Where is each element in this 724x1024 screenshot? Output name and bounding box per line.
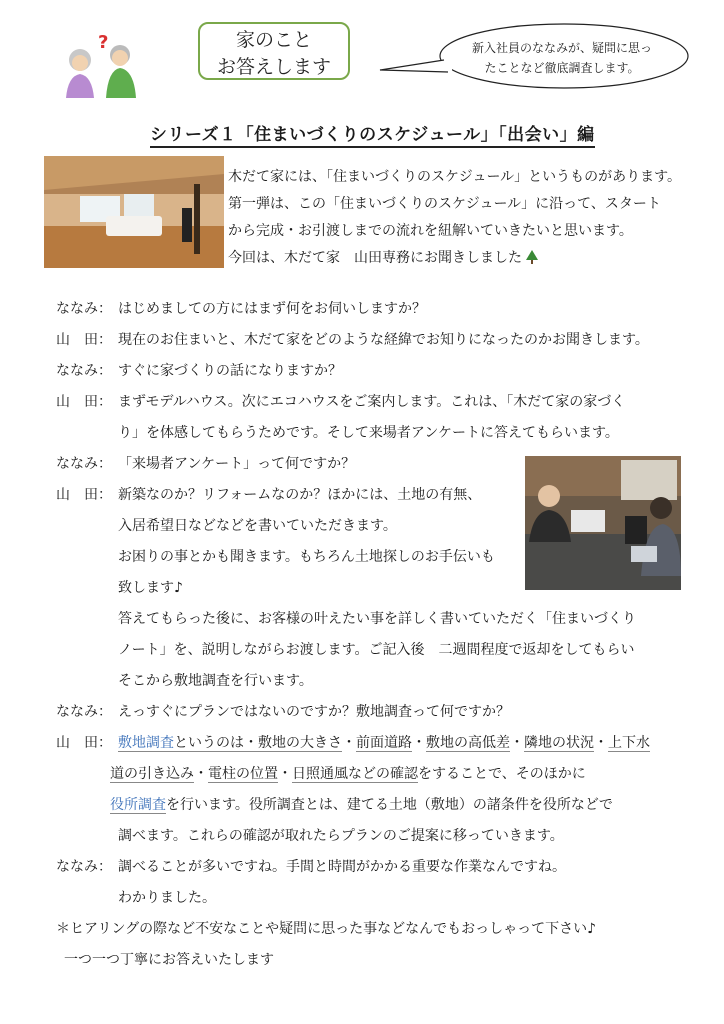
speaker-nanami: ななみ： xyxy=(56,704,112,720)
header-title-line1: 家のこと xyxy=(235,29,312,51)
dialogue-line xyxy=(56,702,510,722)
tree-icon xyxy=(525,250,539,264)
answer-2-line2: り」を体感してもらうためです。そして来場者アンケートに答えてもらいます。 xyxy=(118,425,619,441)
dialogue-line xyxy=(56,299,426,319)
svg-text:?: ? xyxy=(98,32,109,53)
speaker-nanami: ななみ： xyxy=(56,859,112,875)
meeting-photo xyxy=(525,456,681,590)
speech-bubble xyxy=(378,22,690,96)
answer-3-line7: そこから敷地調査を行います。 xyxy=(118,673,313,689)
question-5-line2: わかりました。 xyxy=(118,890,216,906)
keyword-office-survey: 役所調査 xyxy=(110,797,166,813)
keyword-site-survey: 敷地調査 xyxy=(118,735,174,751)
answer-4-line4: 調べます。これらの確認が取れたらプランのご提案に移っていきます。 xyxy=(118,828,564,844)
speaker-yamada: 山 田： xyxy=(56,487,112,503)
answer-3-line4: 致します♪ xyxy=(118,580,183,596)
intro-line3: から完成・お引渡しまでの流れを紐解いていきたいと思います。 xyxy=(228,223,633,239)
answer-1: 現在のお住まいと、木だて家をどのような経緯でお知りになったのかお聞きします。 xyxy=(118,332,649,348)
keyword-sunlight: 日照通風などの確認 xyxy=(292,766,418,782)
intro-line1: 木だて家には、「住まいづくりのスケジュール」というものがあります。 xyxy=(228,169,682,185)
intro-line4: 今回は、木だて家 山田専務にお聞きしました xyxy=(228,250,522,266)
answer-4-sep: ・ xyxy=(278,766,292,782)
speaker-nanami: ななみ： xyxy=(56,301,112,317)
keyword-pole: 電柱の位置 xyxy=(208,766,278,782)
question-2: すぐに家づくりの話になりますか？ xyxy=(118,363,342,379)
speaker-yamada: 山 田： xyxy=(56,735,112,751)
intro-paragraph xyxy=(228,164,708,272)
dialogue-line xyxy=(56,392,625,412)
answer-4-line3 xyxy=(110,795,613,815)
keyword-water-intake: 道の引き込み xyxy=(110,766,194,782)
dialogue-line xyxy=(56,361,342,381)
answer-3-line2: 入居希望日などなどを書いていただきます。 xyxy=(118,518,397,534)
question-3: 「来場者アンケート」って何ですか？ xyxy=(118,456,356,472)
answer-4-sep: ・ xyxy=(342,735,356,751)
speaker-yamada: 山 田： xyxy=(56,332,112,348)
answer-3-line1: 新築なのか？リフォームなのか？ほかには、土地の有無、 xyxy=(118,487,482,503)
answer-4-sep: ・ xyxy=(412,735,426,751)
bubble-line2: たことなど徹底調査します。 xyxy=(484,61,640,75)
couple-question-illustration xyxy=(62,30,148,100)
dialogue-line xyxy=(56,485,481,505)
living-room-photo xyxy=(44,156,224,268)
question-4: えっすぐにプランではないのですか？敷地調査って何ですか？ xyxy=(118,704,510,720)
intro-line2: 第一弾は、この「住まいづくりのスケジュール」に沿って、スタート xyxy=(228,196,661,212)
answer-4-sep: ・ xyxy=(510,735,524,751)
keyword-front-road: 前面道路 xyxy=(356,735,412,751)
dialogue-line xyxy=(56,454,355,474)
header-title-box xyxy=(198,22,350,80)
answer-4-text: を行います。役所調査とは、建てる土地（敷地）の諸条件を役所などで xyxy=(166,797,613,813)
footer-closing: 一つ一つ丁寧にお答えいたします xyxy=(64,952,274,968)
keyword-neighbor: 隣地の状況 xyxy=(524,735,594,751)
answer-3-line6: ノート」を、説明しながらお渡します。ご記入後 二週間程度で返却をしてもらい xyxy=(118,642,635,658)
dialogue-line xyxy=(56,330,649,350)
answer-4-sep: ・ xyxy=(194,766,208,782)
speaker-nanami: ななみ： xyxy=(56,456,112,472)
series-title: シリーズ１「住まいづくりのスケジュール」「出会い」編 xyxy=(150,120,595,148)
answer-3-line5: 答えてもらった後に、お客様の叶えたい事を詳しく書いていただく「住まいづくり xyxy=(118,611,636,627)
dialogue-line xyxy=(56,733,650,753)
question-1: はじめましての方にはまず何をお伺いしますか？ xyxy=(118,301,426,317)
answer-4-line2 xyxy=(110,764,586,784)
speaker-nanami: ななみ： xyxy=(56,363,112,379)
keyword-site-size: 敷地の大きさ xyxy=(258,735,342,751)
bubble-line1: 新入社員のななみが、疑問に思っ xyxy=(471,41,652,55)
answer-4-text: というのは・ xyxy=(174,735,258,751)
footer-note: ＊ヒアリングの際など不安なことや疑問に思った事などなんでもおっしゃって下さい♪ xyxy=(56,921,597,937)
question-5-line1: 調べることが多いですね。手間と時間がかかる重要な作業なんですね。 xyxy=(118,859,566,875)
speech-bubble-text xyxy=(448,38,676,78)
dialogue-line xyxy=(56,857,566,877)
keyword-water: 上下水 xyxy=(608,735,650,751)
header-title-line2: お答えします xyxy=(216,56,331,78)
keyword-elevation: 敷地の高低差 xyxy=(426,735,510,751)
answer-2-line1: まずモデルハウス。次にエコハウスをご案内します。これは、「木だて家の家づく xyxy=(118,394,626,410)
answer-4-text: をすることで、そのほかに xyxy=(418,766,586,782)
speaker-yamada: 山 田： xyxy=(56,394,112,410)
answer-4-sep: ・ xyxy=(594,735,608,751)
intro-line4-wrap xyxy=(228,245,708,272)
answer-3-line3: お困りの事とかも聞きます。もちろん土地探しのお手伝いも xyxy=(118,549,495,565)
